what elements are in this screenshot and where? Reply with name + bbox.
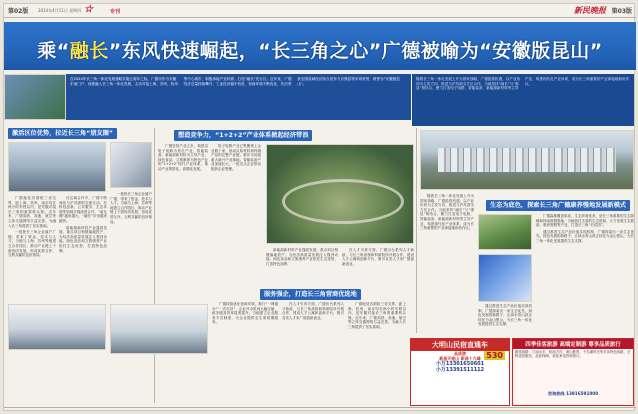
photo-lab — [110, 142, 152, 188]
column-rule — [154, 128, 155, 403]
headline-text: ” — [589, 40, 603, 62]
advert-travel[interactable] — [512, 338, 634, 406]
headline-banner — [4, 22, 636, 70]
supplement-label: 专刊 — [110, 9, 121, 15]
section-title-2: 塑造竞争力，“1+2+2”产业体系掀起经济带浪 — [174, 130, 312, 141]
headline-text: 长三角之心 — [271, 40, 369, 62]
section-2-text-a — [158, 144, 208, 284]
headline-text: 乘“ — [37, 40, 70, 62]
photo-city-skyline — [420, 130, 634, 190]
lead-photo — [4, 74, 66, 120]
paragraph: 通过推进生态产品价值实现机制，广德探索出一条生态优先、绿色发展的新路子，让绿水青山真正转化为金山银山，为长三角一体化发展提供生态支撑。 — [478, 304, 532, 327]
photo-workshop — [8, 304, 106, 350]
advert-title: 大明山民宿直通车 — [411, 339, 509, 351]
paragraph: 新能源新材料产业蓬勃发展，重点项目相继落地投产，为经济高质量发展注入强劲动能。绿色食品和文旅康养产业依托生态优势，打造特色品牌。 — [59, 225, 107, 253]
newspaper-spread — [3, 3, 635, 411]
paragraph: 广德地处苏浙皖三省交界，距上海、杭州、南京均在两小时车程以内，是安徽对接长三角的重要桥头堡。近年来，广德高铁、高速、航空等立体交通网络日益完善，为融入长三角提供了坚实基础。 — [8, 196, 56, 228]
section-2-text-b — [211, 144, 261, 284]
advert-title: 四季佳客旅游 高端定制游 尊享品质旅行 — [513, 339, 633, 349]
section-1-text-c — [110, 192, 152, 302]
right-text-a — [420, 194, 474, 334]
newspaper-masthead: 新民晚报 — [574, 5, 606, 15]
paragraph: 广德地处苏浙皖三省交界，距上海、杭州、南京均在两小时车程以内，是安徽对接长三角的重要桥头堡。近年来，广德高铁、高速、航空等立体交通网络日益完善，为融入长三角提供了坚实基础。 — [348, 302, 406, 329]
photo-ecology — [478, 214, 532, 250]
paragraph: 电子电路产业已集聚规上企业数十家，形成从原材料到终端产品的完整产业链，被评为省级重大新兴产业基地。智能装备产业加速壮大，一批龙头企业带动配套企业集聚。 — [211, 144, 261, 171]
advert-subtitle: 品质游 — [454, 351, 466, 356]
lead-text-right: 随着长三角一体化发展上升为国家战略，广德抢抓机遇，以产业协同为主攻方向，推进与沪苏浙全方位合作。当地坚持“融长”与“强县”相结合，聚力打造电子电路、智能装备、新能源新材料等主导产业，构建现代化产业体系，成为长三角重要的产业承接地和协作区。 — [416, 77, 630, 91]
paragraph: 一批批长三角企业落户广德，带来了资金、技术与人才。当地与上海、苏州等地建立合作园区，推动产业链上下游协同发展，形成优势互补、互利共赢的良好格局。 — [110, 192, 152, 224]
section-title-3: 服务强企，打造长三角营商优选地 — [260, 289, 361, 300]
advert-homestay[interactable] — [410, 338, 510, 406]
paragraph: 随着长三角一体化发展上升为国家战略，广德抢抓机遇，以产业协同为主攻方向，推进与沪苏浙全方位合作。当地坚持“融长”与“强县”相结合，聚力打造电子电路、智能装备、新能源新材料等主导产业，构建现代化产业体系，成为长三角重要的产业承接地和协作区。 — [420, 194, 474, 231]
paragraph: 一批批长三角企业落户广德，带来了资金、技术与人才。当地与上海、苏州等地建立合作园区，推动产业链上下游协同发展，形成优势互补、互利共赢的良好格局。 — [8, 230, 56, 258]
advert-phone: 小万13301650601 — [435, 361, 485, 367]
column-rule — [416, 128, 417, 333]
section-3-text-b — [282, 302, 344, 402]
headline-text: 融长 — [69, 40, 109, 62]
right-text-b — [478, 304, 532, 334]
photo-aerial-park — [266, 144, 414, 244]
paragraph: 在人才引育方面，广德出台系列人才新政，与长三角高校和科研院所开展合作，建设人才公寓和创新平台，吸引各类人才来广德创新创业。 — [342, 248, 414, 266]
advert-route: 新昌天姥山 新昌十九峰 — [439, 356, 481, 361]
page-header — [4, 4, 636, 18]
photo-tech-facility — [478, 254, 532, 302]
supplement-logo: ☆ — [84, 4, 93, 15]
section-3-text-c — [348, 302, 406, 402]
headline-text: 安徽版昆山 — [492, 40, 590, 62]
section-2-text-d — [342, 248, 414, 288]
section-1-text-a — [8, 196, 56, 401]
issue-date: 2024年4月11日 星期四 — [38, 8, 82, 13]
section-3-text-a — [212, 302, 278, 402]
paragraph: 在区域合作中，广德不断深化与沪苏浙的交流互动，在科技创新、公共服务、生态环境等领域开展深度合作，“朋友圈”越来越大，“融长”步伐越来越快。 — [59, 196, 107, 223]
advert-body: 精选线路：江南水乡、皖南古村、黄山胜景、千岛湖风光等多条特色线路，全程优质服务，品质保障，欢迎来电咨询预订。 — [515, 350, 631, 359]
photo-production-line — [110, 304, 208, 354]
paragraph: 广德森林覆盖率高，生态环境优美，是长三角重要的生态屏障和休闲度假胜地。当地依托丰富的生态资源，大力发展生态旅游、康养度假等产业，打造长三角“后花园”。 — [536, 214, 634, 228]
main-headline — [14, 36, 626, 63]
page-footer — [4, 407, 636, 412]
headline-text: ”东风快速崛起，“ — [108, 40, 272, 62]
advert-phone: 咨询热线 13916591000 — [547, 391, 599, 396]
section-4-text — [536, 214, 634, 334]
section-title-4: 生态为底色，探索长三角广德康养慢地发展新模式 — [486, 200, 630, 211]
advert-phone: 小万13391511112 — [435, 367, 485, 373]
section-2-text-c — [266, 248, 338, 288]
left-page-number: 第02版 — [8, 8, 29, 15]
lead-paragraph-right — [412, 74, 634, 126]
paragraph: 广德持续优化营商环境，推行“一网通办”“一次办好”，企业开办时间大幅压缩，政务服务效率显著提升。当地建立企业服务专员制度，为企业提供全生命周期服务。 — [212, 302, 278, 325]
paragraph: 新能源新材料产业蓬勃发展，重点项目相继落地投产，为经济高质量发展注入强劲动能。绿色食品和文旅康养产业依托生态优势，打造特色品牌。 — [266, 248, 338, 266]
advert-price: 530 — [486, 351, 503, 360]
right-page-number: 第03版 — [611, 8, 632, 15]
photo-meeting — [8, 142, 106, 192]
section-1-text-b — [59, 196, 107, 401]
headline-text: ”广德被喻为“ — [368, 40, 493, 62]
section-title-1: 激活区位优势，拉近长三角“朋友圈” — [8, 128, 117, 139]
paragraph: 通过推进生态产品价值实现机制，广德探索出一条生态优先、绿色发展的新路子，让绿水青山真正转化为金山银山，为长三角一体化发展提供生态支撑。 — [536, 229, 634, 243]
paragraph: 广德坚持产业立市，构建以电子电路为首位产业，智能装备、新能源新材料为主导产业，绿色食品、文旅康养为特色产业的“1+2+2”现代产业体系，推动产业集群化、高端化发展。 — [158, 144, 208, 171]
paragraph: 在人才引育方面，广德出台系列人才新政，与长三角高校和科研院所开展合作，建设人才公寓和创新平台，吸引各类人才来广德创新创业。 — [282, 302, 344, 320]
lead-paragraph: 在2024年长三角一体化发展战略实施五周年之际，广德市作为安徽东南门户，深度融入长三角一体化发展，主动对接上海、苏州、杭州等中心城市，积极承接产业转移，打造“融长”先行区。近年来，广德经济总量持续攀升，工业经济稳中有进，营商环境不断优化，先后荣获全国县域经济综合竞争力百强县等多项荣誉，被誉为“安徽版昆山”。 — [66, 74, 411, 120]
